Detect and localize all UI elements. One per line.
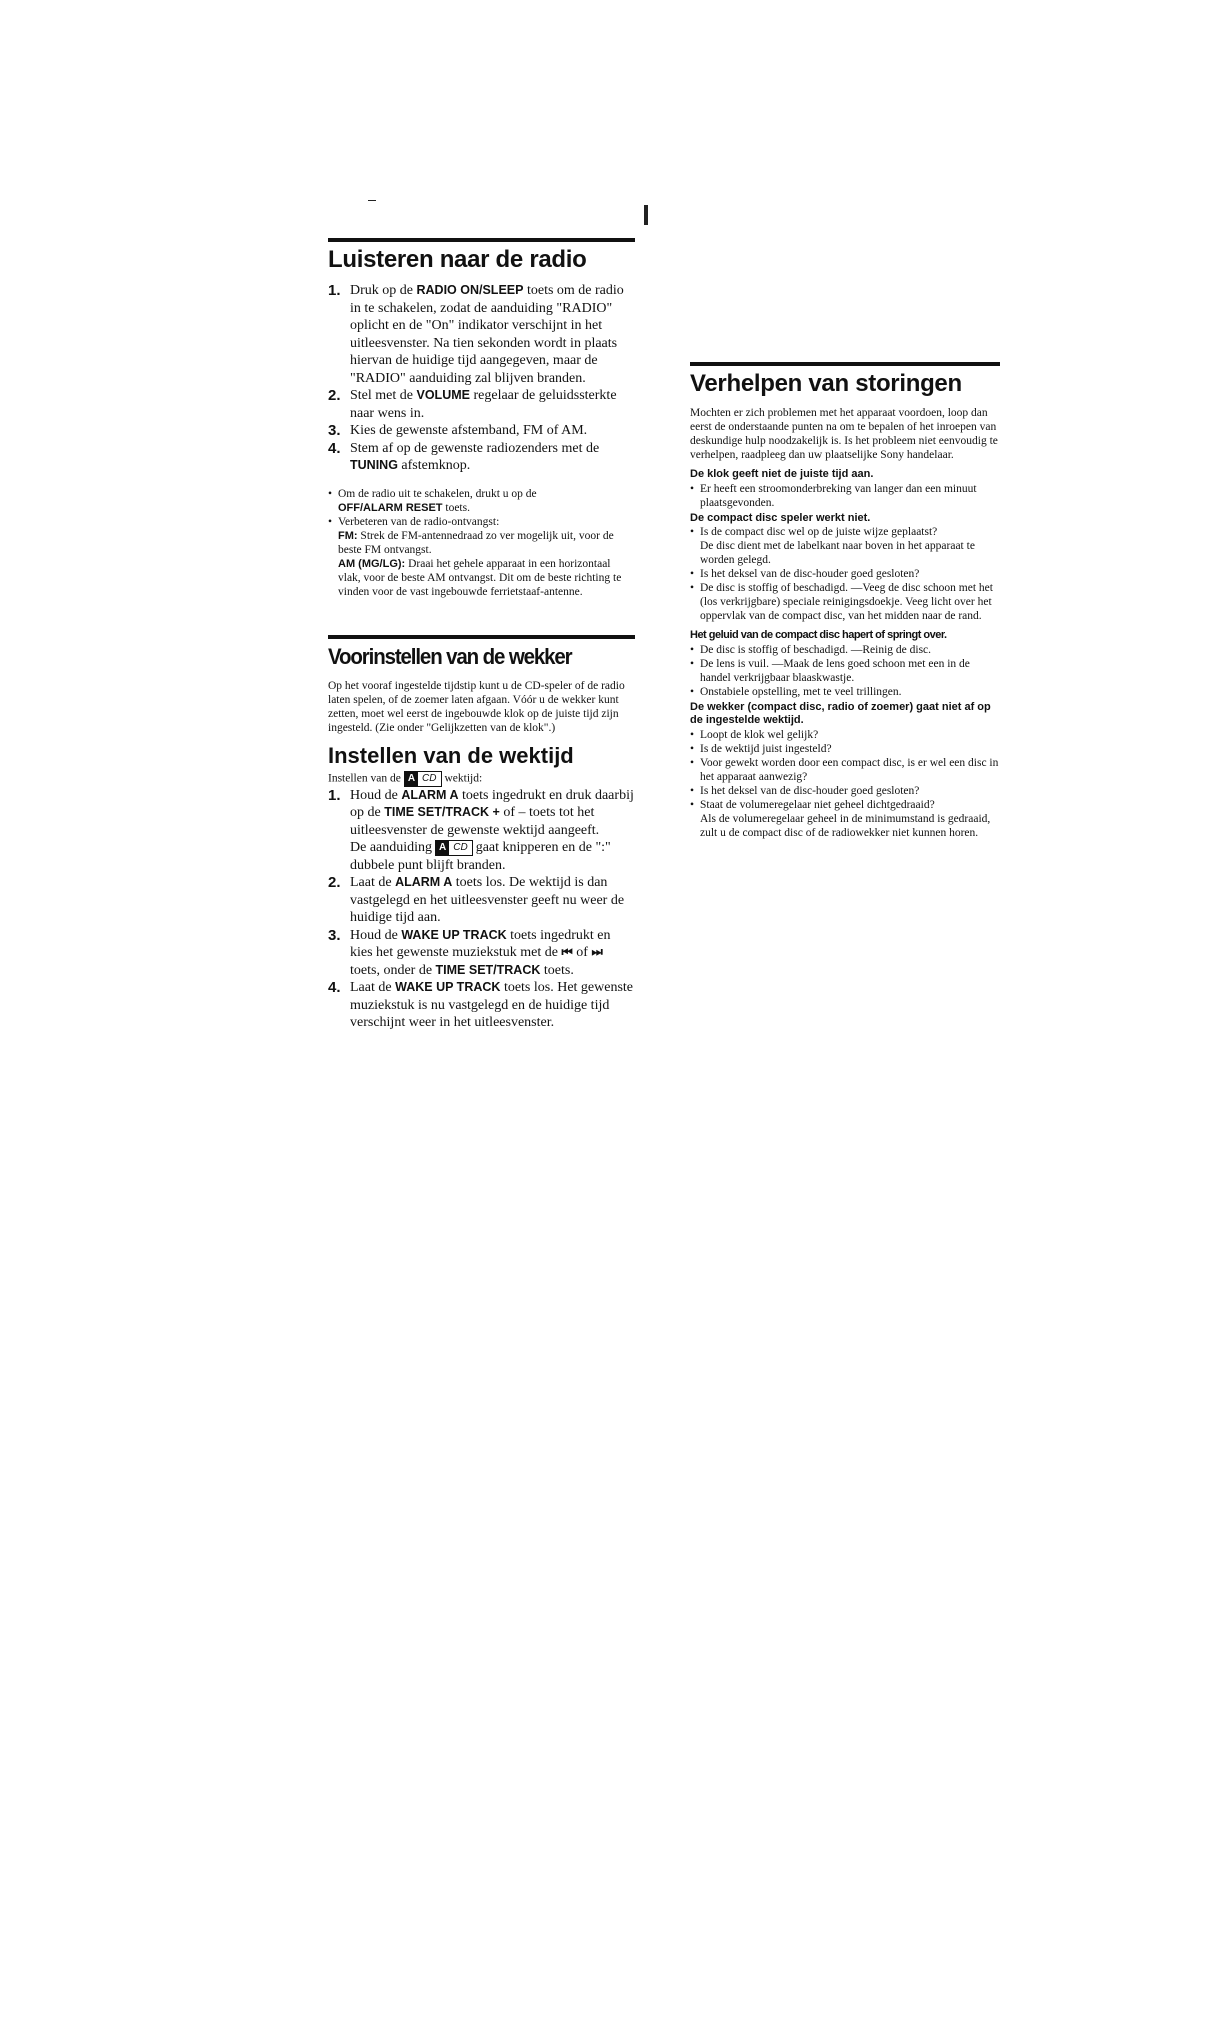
step-text: toets om de radio in te schakelen, zodat de aanduiding "RADIO" oplicht en de "On" indikator verschijnt in het uitleesvenster. Na tien sekonden wordt in plaats hiervan de huidige tijd aangegeven, maar de "RADIO" aanduiding zal blijven branden. [350,283,624,386]
step-number: 1. [328,282,341,299]
problem-heading: De wekker (compact disc, radio of zoemer) gaat niet af op de ingestelde wektijd. [690,700,991,726]
badge-a-label: A [436,841,449,855]
wektijd-step [328,927,635,980]
note-text: Om de radio uit te schakelen, drukt u op de [338,487,537,500]
tuning-key: TUNING [350,458,398,472]
solution-item: • Voor gewekt worden door een compact disc, is er wel een disc in het apparaat aanwezig? [690,756,1000,784]
radio-steps [328,282,635,475]
solution-text: Is de compact disc wel op de juiste wijze geplaatst? [700,526,938,538]
step-number: 2. [328,387,341,404]
storingen-heading: Verhelpen van storingen [690,370,962,397]
radio-section [328,238,635,599]
solution-text: Staat de volumeregelaar niet geheel dichtgedraaid? [700,798,935,811]
solution-item: • Loopt de klok wel gelijk? [690,728,1000,742]
step-subtext [350,839,635,874]
section-rule [690,362,1000,366]
radio-on-sleep-key: RADIO ON/SLEEP [416,283,524,297]
solution-item: • Is de wektijd juist ingesteld? [690,742,1000,756]
solution-item: • Er heeft een stroomonderbreking van langer dan een minuut plaatsgevonden. [690,482,1000,510]
step-text: Stem af op de gewenste radiozenders met de [350,440,600,456]
volume-key: VOLUME [416,388,470,402]
solution-item: • Is het deksel van de disc-houder goed gesloten? [690,784,1000,798]
radio-heading: Luisteren naar de radio [328,246,587,273]
step-text: Laat de [350,875,396,890]
time-set-track-plus-key: TIME SET/TRACK + [384,805,500,819]
intro-text: wektijd: [444,772,483,785]
step-text: Druk op de [350,283,417,298]
step-text: Stel met de [350,388,417,403]
radio-notes [328,487,635,599]
note-text: toets. [442,501,470,514]
step-text: toets. [540,962,574,978]
step-text: regelaar de geluidssterkte naar wens in. [350,388,617,421]
note-text: Draai het gehele apparaat in een horizontaal vlak, voor de beste AM ontvangst. Dit om de beste richting te vinden voor de vast ingebouwde ferrietstaaf-antenne. [338,557,622,598]
off-alarm-reset-key: OFF/ALARM RESET [338,501,443,514]
wekker-section [328,635,635,1032]
wake-up-track-key: WAKE UP TRACK [395,980,501,994]
wektijd-intro [328,771,635,787]
radio-step [328,422,635,440]
next-track-icon: ⏭ [591,945,603,959]
solution-item [690,525,1000,567]
note-item [328,515,635,599]
radio-step [328,440,635,475]
alarm-a-cd-icon [404,771,442,787]
wektijd-step [328,874,635,927]
solution-text: De disc dient met de labelkant naar boven in het apparaat te worden gelegd. [700,540,975,566]
alarm-a-key: ALARM A [401,787,459,802]
step-text: toets ingedrukt en druk daarbij op de [350,787,634,820]
wekker-intro: Op het vooraf ingestelde tijdstip kunt u de CD-speler of de radio laten spelen, of de zoemer laten afgaan. Vóór u de wekker kunt zetten, moet wel eerst de ingebouwde klok op de juiste tijd zijn ingesteld. (Zie onder "Gelijkzetten van de klok".) [328,679,625,734]
step-number: 3. [328,422,341,439]
badge-cd-label: CD [453,841,468,853]
step-text: gaat knipperen en de ":" dubbele punt blijft branden. [350,840,611,873]
badge-cd-label: CD [422,772,437,784]
fm-label: FM: [338,529,358,542]
step-text: Houd de [350,927,402,943]
section-rule [328,635,635,639]
solution-item: • De lens is vuil. —Maak de lens goed schoon met een in de handel verkrijgbaar blaaskwastje. [690,657,1000,685]
step-text: toets, onder de [350,962,436,978]
step-number: 4. [328,439,341,457]
scan-mark [644,205,648,225]
previous-track-icon: ⏮ [561,945,573,959]
note-text: Strek de FM-antennedraad zo ver mogelijk uit, voor de beste FM ontvangst. [338,529,614,556]
right-column [690,362,1000,840]
radio-step [328,387,635,422]
wektijd-steps [328,787,635,1032]
wekker-heading: Voorinstellen van de wekker [328,643,572,669]
badge-a-label: A [405,772,418,786]
solution-item: • Is het deksel van de disc-houder goed gesloten? [690,567,1000,581]
wake-up-track-key: WAKE UP TRACK [401,927,507,942]
step-text: of – toets tot het uitleesvenster de gewenste wektijd aangeeft. [350,805,600,838]
note-text: Verbeteren van de radio-ontvangst: [338,515,500,528]
step-text: toets los. De wektijd is dan vastgelegd en het uitleesvenster geeft nu weer de huidige tijd aan. [350,875,625,925]
solution-item: • De disc is stoffig of beschadigd. —Veeg de disc schoon met het (los verkrijgbare) speciale reinigingsdoekje. Veeg licht over het oppervlak van de compact disc, van het midden naar de rand. [690,581,1000,623]
step-text: Kies de gewenste afstemband, FM of AM. [350,423,588,438]
wektijd-heading: Instellen van de wektijd [328,742,574,768]
step-text: toets los. Het gewenste muziekstuk is nu vastgelegd en de huidige tijd verschijnt weer in het uitleesvenster. [350,980,634,1030]
solution-list [690,643,1000,699]
scan-mark [368,200,376,201]
step-text: afstemknop. [397,458,471,473]
intro-text: Instellen van de [328,772,401,785]
solution-list [690,728,1000,840]
problem-heading: Het geluid van de compact disc hapert of springt over. [690,629,947,641]
time-set-track-key: TIME SET/TRACK [435,962,541,977]
step-number: 2. [328,874,341,891]
solution-item [690,798,1000,840]
left-column [328,238,635,1032]
step-number: 1. [328,786,341,804]
step-text: De aanduiding [350,840,433,855]
alarm-a-cd-icon [435,840,473,856]
solution-item: • De disc is stoffig of beschadigd. —Reinig de disc. [690,643,1000,657]
problem-heading: De compact disc speler werkt niet. [690,511,871,524]
solution-item: • Onstabiele opstelling, met te veel trillingen. [690,685,1000,699]
solution-list [690,482,1000,510]
step-number: 4. [328,979,341,996]
section-rule [328,238,635,242]
step-text: Houd de [350,787,402,803]
note-item [328,487,635,515]
am-label: AM (MG/LG): [338,557,406,570]
step-text: Laat de [350,980,396,995]
wektijd-step [328,979,635,1032]
radio-step [328,282,635,387]
solution-text: Als de volumeregelaar geheel in de minimumstand is gedraaid, zult u de compact disc of de radiowekker niet kunnen horen. [700,812,991,839]
solution-list [690,525,1000,623]
step-text: toets ingedrukt en kies het gewenste muziekstuk met de [350,927,611,960]
alarm-a-key: ALARM A [395,875,453,889]
step-number: 3. [328,926,341,944]
storingen-intro: Mochten er zich problemen met het apparaat voordoen, loop dan eerst de onderstaande punten na om te bepalen of het inroepen van deskundige hulp noodzakelijk is. Is het probleem niet eenvoudig te verhelpen, raadpleeg dan uw plaatselijke Sony handelaar. [690,407,998,461]
wektijd-step [328,787,635,875]
storingen-section [690,362,1000,840]
step-text: of [572,945,592,960]
problem-heading: De klok geeft niet de juiste tijd aan. [690,468,874,480]
